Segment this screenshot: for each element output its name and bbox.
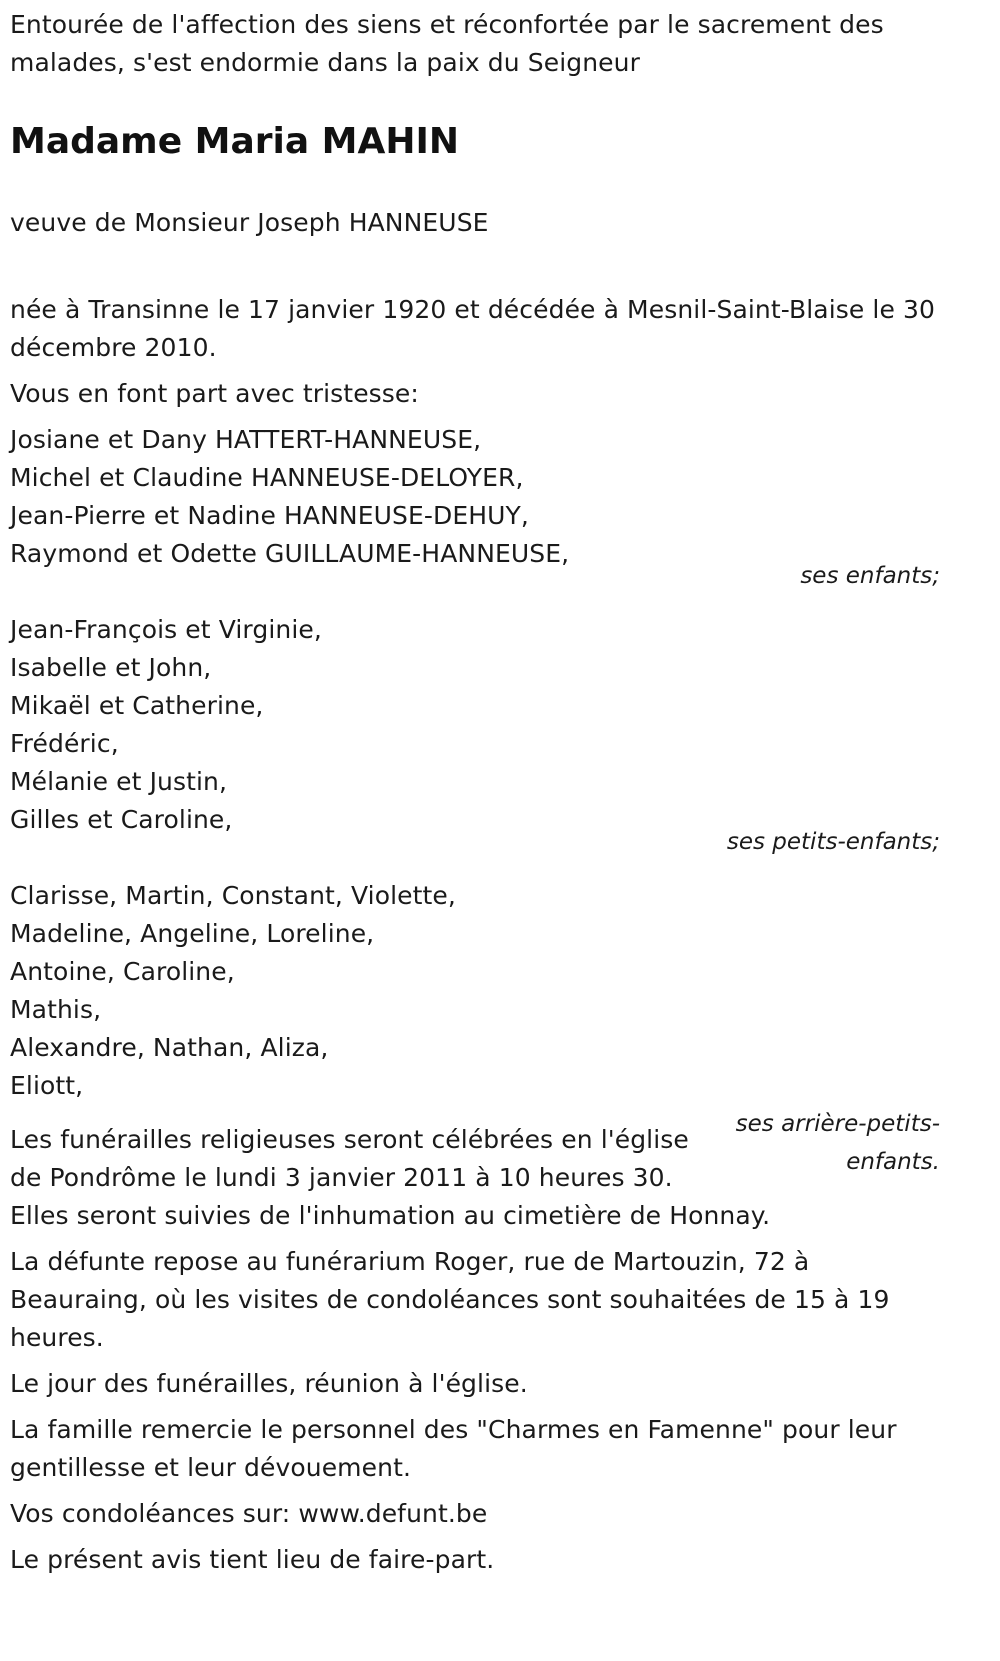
list-item: Michel et Claudine HANNEUSE-DELOYER,: [10, 463, 524, 492]
list-item: Eliott,: [10, 1071, 84, 1100]
intro-text: Entourée de l'affection des siens et réconfortée par le sacrement des malades, s'est endormie dans la paix du Seigneur: [10, 10, 884, 77]
children-role: ses enfants;: [800, 563, 940, 589]
list-item: Jean-Pierre et Nadine HANNEUSE-DEHUY,: [10, 501, 529, 530]
list-item: Mélanie et Justin,: [10, 767, 228, 796]
funeral-text: Les funérailles religieuses seront célébrées en l'église de Pondrôme le lundi 3 janvier 2011 à 10 heures 30. Elles seront suivies de l'inhumation au cimetière de Honnay.: [10, 1125, 771, 1230]
great-grandchildren-role: ses arrière-petits-enfants.: [735, 1111, 940, 1175]
list-item: Frédéric,: [10, 729, 119, 758]
list-item: Mikaël et Catherine,: [10, 691, 264, 720]
thanks-text: La famille remercie le personnel des "Charmes en Famenne" pour leur gentillesse et leur dévouement.: [10, 1415, 897, 1482]
list-item: Clarisse, Martin, Constant, Violette,: [10, 881, 456, 910]
meeting-text: Le jour des funérailles, réunion à l'église.: [10, 1369, 528, 1398]
list-item: Jean-François et Virginie,: [10, 615, 322, 644]
notice-text: Le présent avis tient lieu de faire-part.: [10, 1545, 495, 1574]
obituary-notice: [10, 6, 1000, 1579]
widow-line: veuve de Monsieur Joseph HANNEUSE: [10, 208, 489, 237]
deceased-name: Madame Maria MAHIN: [10, 121, 460, 162]
list-item: Alexandre, Nathan, Aliza,: [10, 1033, 329, 1062]
obituary-column: [10, 6, 940, 1579]
list-item: Gilles et Caroline,: [10, 805, 233, 834]
rest-text: La défunte repose au funérarium Roger, rue de Martouzin, 72 à Beauraing, où les visites de condoléances sont souhaitées de 15 à 19 heures.: [10, 1247, 890, 1352]
announce-text: Vous en font part avec tristesse:: [10, 379, 419, 408]
condolences-text: Vos condoléances sur: www.defunt.be: [10, 1499, 488, 1528]
list-item: Raymond et Odette GUILLAUME-HANNEUSE,: [10, 539, 570, 568]
grandchildren-role: ses petits-enfants;: [726, 829, 940, 855]
great-grandchildren-list: [10, 877, 940, 1105]
grandchildren-list: [10, 611, 940, 839]
list-item: Josiane et Dany HATTERT-HANNEUSE,: [10, 425, 482, 454]
list-item: Isabelle et John,: [10, 653, 212, 682]
list-item: Madeline, Angeline, Loreline,: [10, 919, 375, 948]
children-list: [10, 421, 940, 573]
funeral-section: [10, 1111, 940, 1235]
birth-death-text: née à Transinne le 17 janvier 1920 et décédée à Mesnil-Saint-Blaise le 30 décembre 2010.: [10, 295, 935, 362]
list-item: Antoine, Caroline,: [10, 957, 235, 986]
list-item: Mathis,: [10, 995, 102, 1024]
